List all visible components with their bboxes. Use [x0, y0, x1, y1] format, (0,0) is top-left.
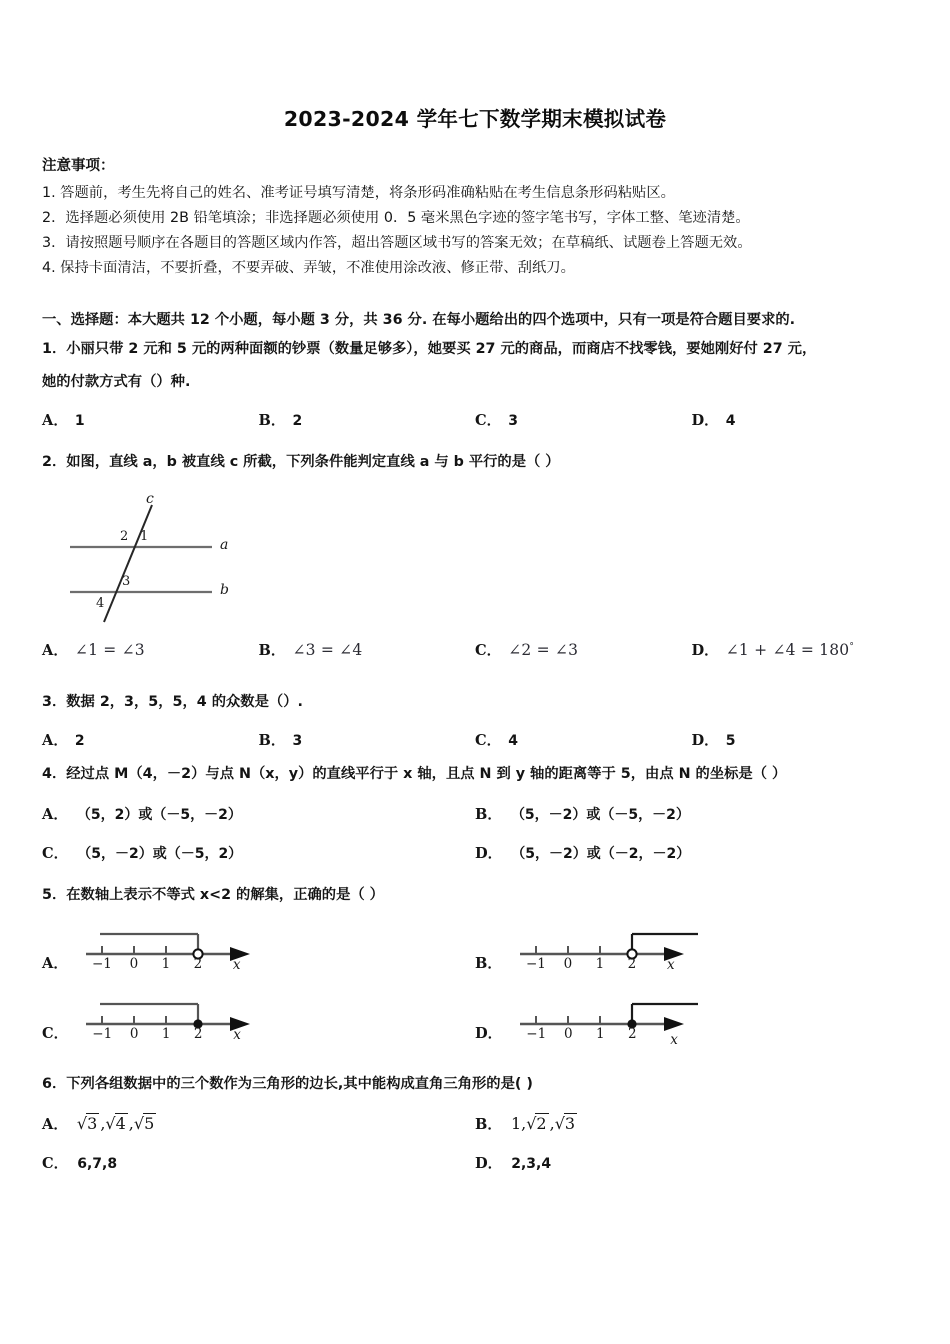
option-text: （5，2）或（－5，－2） — [76, 807, 242, 823]
option-letter: C． — [42, 1155, 69, 1172]
question-1-option-c[interactable] — [475, 409, 692, 430]
question-2-option-b[interactable] — [259, 639, 476, 660]
question-5 — [0, 879, 950, 1052]
numberline-c — [78, 996, 268, 1052]
numberline-a-svg — [78, 926, 268, 982]
tick-label: 1 — [161, 1026, 171, 1042]
option-letter: A． — [42, 806, 68, 823]
parallel-lines-svg — [64, 489, 264, 629]
question-5-option-d[interactable] — [475, 996, 908, 1052]
notice-heading: 注意事项： — [42, 158, 115, 174]
option-letter: B． — [475, 1116, 502, 1133]
radicand: 3 — [87, 1114, 98, 1133]
option-letter: B． — [475, 954, 502, 972]
tick-label: −1 — [91, 956, 112, 972]
question-6-option-d[interactable] — [475, 1152, 908, 1173]
question-3 — [0, 686, 950, 750]
option-text: （5，－2）或（－5，－2） — [510, 807, 690, 823]
radicand: 5 — [144, 1114, 155, 1133]
question-4-option-a[interactable] — [42, 803, 475, 824]
option-letter: B． — [258, 412, 286, 429]
option-letter: C． — [475, 412, 502, 429]
option-letter: D． — [475, 845, 503, 862]
tick-label: 1 — [595, 956, 605, 972]
option-text: 2 — [292, 413, 303, 429]
option-prefix: 1, — [510, 1114, 527, 1133]
question-1-option-b[interactable] — [259, 409, 476, 430]
tick-label: 2 — [193, 956, 203, 972]
tick-label: 0 — [563, 956, 573, 972]
parallel-lines-diagram — [64, 489, 264, 629]
option-text: （5，－2）或（－2，－2） — [511, 846, 691, 862]
notice-item: 1. 答题前，考生先将自己的姓名、准考证号填写清楚，将条形码准确粘贴在考生信息条形码粘贴区。 — [42, 185, 675, 201]
numberline-b-svg — [512, 926, 702, 982]
question-4-option-b[interactable] — [475, 803, 908, 824]
option-text — [726, 641, 854, 659]
sqrt-icon: √4 — [105, 1114, 126, 1133]
notice-item: 2．选择题必须使用 2B 铅笔填涂；非选择题必须使用 0．5 毫米黑色字迹的签字笔书写，字体工整、笔迹清楚。 — [42, 210, 750, 226]
option-letter: C． — [42, 845, 69, 862]
sqrt-icon: √3 — [554, 1114, 576, 1133]
question-1-stem-line2: 她的付款方式有（）种. — [42, 374, 191, 390]
numberline-b — [512, 926, 702, 982]
radicand: 2 — [536, 1114, 547, 1133]
question-2-options — [42, 639, 908, 660]
question-3-option-a[interactable] — [42, 729, 259, 750]
tick-label: 1 — [161, 956, 171, 972]
option-text: 1,√2 ,√3 — [511, 1114, 578, 1133]
option-letter: B． — [475, 806, 502, 823]
tick-label: −1 — [525, 956, 546, 972]
degree-symbol: ° — [849, 641, 855, 652]
option-letter: B． — [258, 642, 286, 659]
question-5-option-b[interactable] — [475, 926, 908, 982]
tick-label: −1 — [92, 1026, 113, 1042]
tick-label: 2 — [627, 1026, 637, 1042]
section-multiple-choice — [0, 307, 950, 333]
question-5-option-a[interactable] — [42, 926, 475, 982]
axis-label-x: x — [233, 1027, 241, 1043]
numberline-d — [512, 996, 702, 1052]
question-1-options — [42, 409, 908, 430]
section-heading: 一、选择题：本大题共 12 个小题，每小题 3 分，共 36 分. 在每小题给出的四个选项中，只有一项是符合题目要求的. — [42, 312, 796, 328]
option-text: 2 — [74, 733, 85, 749]
question-3-option-c[interactable] — [475, 729, 692, 750]
option-letter: C． — [475, 732, 502, 749]
notice-item: 3．请按照题号顺序在各题目的答题区域内作答，超出答题区域书写的答案无效；在草稿纸、试题卷上答题无效。 — [42, 235, 752, 251]
question-1-stem-line1: 1．小丽只带 2 元和 5 元的两种面额的钞票（数量足够多），她要买 27 元的商品，而商店不找零钱，要她刚好付 27 元， — [42, 341, 817, 357]
question-3-option-d[interactable] — [692, 729, 909, 750]
option-letter: D． — [691, 732, 719, 749]
question-5-options-row-1 — [42, 926, 908, 982]
question-6-options — [42, 1113, 908, 1173]
option-letter: D． — [691, 642, 719, 659]
option-letter: B． — [258, 732, 286, 749]
option-letter: A． — [42, 1116, 68, 1133]
option-text: ∠2 = ∠3 — [508, 641, 579, 659]
figure-angle-4: 4 — [96, 596, 105, 611]
figure-label-a: a — [220, 537, 229, 553]
question-2-stem: 2．如图，直线 a，b 被直线 c 所截，下列条件能判定直线 a 与 b 平行的是（ ） — [42, 454, 560, 470]
radicand: 3 — [564, 1114, 576, 1133]
sqrt-icon: √3 — [76, 1114, 98, 1133]
question-1 — [0, 333, 950, 430]
question-1-option-d[interactable] — [692, 409, 909, 430]
tick-label: 2 — [193, 1026, 203, 1042]
question-1-option-a[interactable] — [42, 409, 259, 430]
option-text: ∠3 = ∠4 — [292, 641, 363, 659]
question-4-options — [42, 803, 908, 863]
option-text: √3 ,√4 ,√5 — [77, 1114, 157, 1133]
question-2-option-c[interactable] — [475, 639, 692, 660]
notice-item: 4. 保持卡面清洁，不要折叠，不要弄破、弄皱，不准使用涂改液、修正带、刮纸刀。 — [42, 260, 575, 276]
axis-label-x: x — [232, 957, 241, 973]
tick-label: 2 — [627, 956, 637, 972]
option-letter: D． — [475, 1155, 503, 1172]
question-5-options-row-2 — [42, 996, 908, 1052]
option-letter: A． — [42, 732, 68, 749]
question-3-options — [42, 729, 908, 750]
tick-label: 0 — [129, 956, 139, 972]
option-text: 4 — [508, 733, 518, 749]
option-text: 3 — [292, 733, 303, 749]
question-4-option-c[interactable] — [42, 842, 475, 863]
question-6-option-a[interactable] — [42, 1113, 475, 1134]
option-text: 5 — [725, 733, 736, 749]
option-letter: A． — [42, 954, 68, 972]
question-4 — [0, 758, 950, 863]
option-text: 6,7,8 — [77, 1156, 118, 1172]
question-5-option-c[interactable] — [42, 996, 475, 1052]
option-letter: D． — [475, 1024, 503, 1042]
question-3-stem: 3．数据 2，3，5，5，4 的众数是（）. — [42, 694, 303, 710]
option-letter: A． — [42, 412, 68, 429]
figure-angle-3: 3 — [122, 574, 131, 589]
option-text: 4 — [725, 413, 736, 429]
tick-label: 0 — [129, 1026, 139, 1042]
axis-label-x: x — [666, 957, 675, 973]
tick-label: 0 — [563, 1026, 573, 1042]
option-letter: C． — [42, 1024, 69, 1042]
question-4-stem: 4．经过点 M（4，－2）与点 N（x，y）的直线平行于 x 轴，且点 N 到 y 轴的距离等于 5，由点 N 的坐标是（ ） — [42, 766, 787, 782]
figure-angle-2: 2 — [120, 529, 129, 544]
option-text-main: ∠1 + ∠4 = 180 — [725, 641, 850, 659]
page-title: 2023-2024 学年七下数学期末模拟试卷 — [283, 107, 667, 131]
option-text: 2,3,4 — [511, 1156, 552, 1172]
option-letter: D． — [691, 412, 719, 429]
question-6-stem: 6．下列各组数据中的三个数作为三角形的边长,其中能构成直角三角形的是( ) — [42, 1076, 533, 1092]
figure-angle-1: 1 — [140, 529, 149, 544]
figure-label-b: b — [220, 582, 229, 598]
sqrt-icon: √2 — [526, 1114, 547, 1133]
question-6 — [0, 1068, 950, 1173]
question-2 — [0, 446, 950, 660]
question-6-option-c[interactable] — [42, 1152, 475, 1173]
option-text: （5，－2）或（－5，2） — [77, 846, 243, 862]
option-text: 3 — [508, 413, 518, 429]
radicand: 4 — [115, 1114, 126, 1133]
option-text: ∠1 = ∠3 — [74, 641, 145, 659]
axis-label-x: x — [670, 1032, 678, 1048]
question-4-option-d[interactable] — [475, 842, 908, 863]
numberline-a — [78, 926, 268, 982]
tick-label: −1 — [526, 1026, 547, 1042]
question-5-stem: 5．在数轴上表示不等式 x<2 的解集，正确的是（ ） — [42, 887, 384, 903]
figure-label-c: c — [146, 491, 154, 507]
question-2-option-d[interactable] — [692, 639, 909, 660]
numberline-c-svg — [78, 996, 268, 1052]
question-6-option-b[interactable] — [475, 1113, 908, 1134]
question-2-option-a[interactable] — [42, 639, 259, 660]
tick-label: 1 — [595, 1026, 605, 1042]
option-text: 1 — [74, 413, 85, 429]
option-letter: C． — [475, 642, 502, 659]
notice-section — [0, 132, 950, 281]
sqrt-icon: √5 — [133, 1114, 155, 1133]
question-3-option-b[interactable] — [259, 729, 476, 750]
option-letter: A． — [42, 642, 68, 659]
